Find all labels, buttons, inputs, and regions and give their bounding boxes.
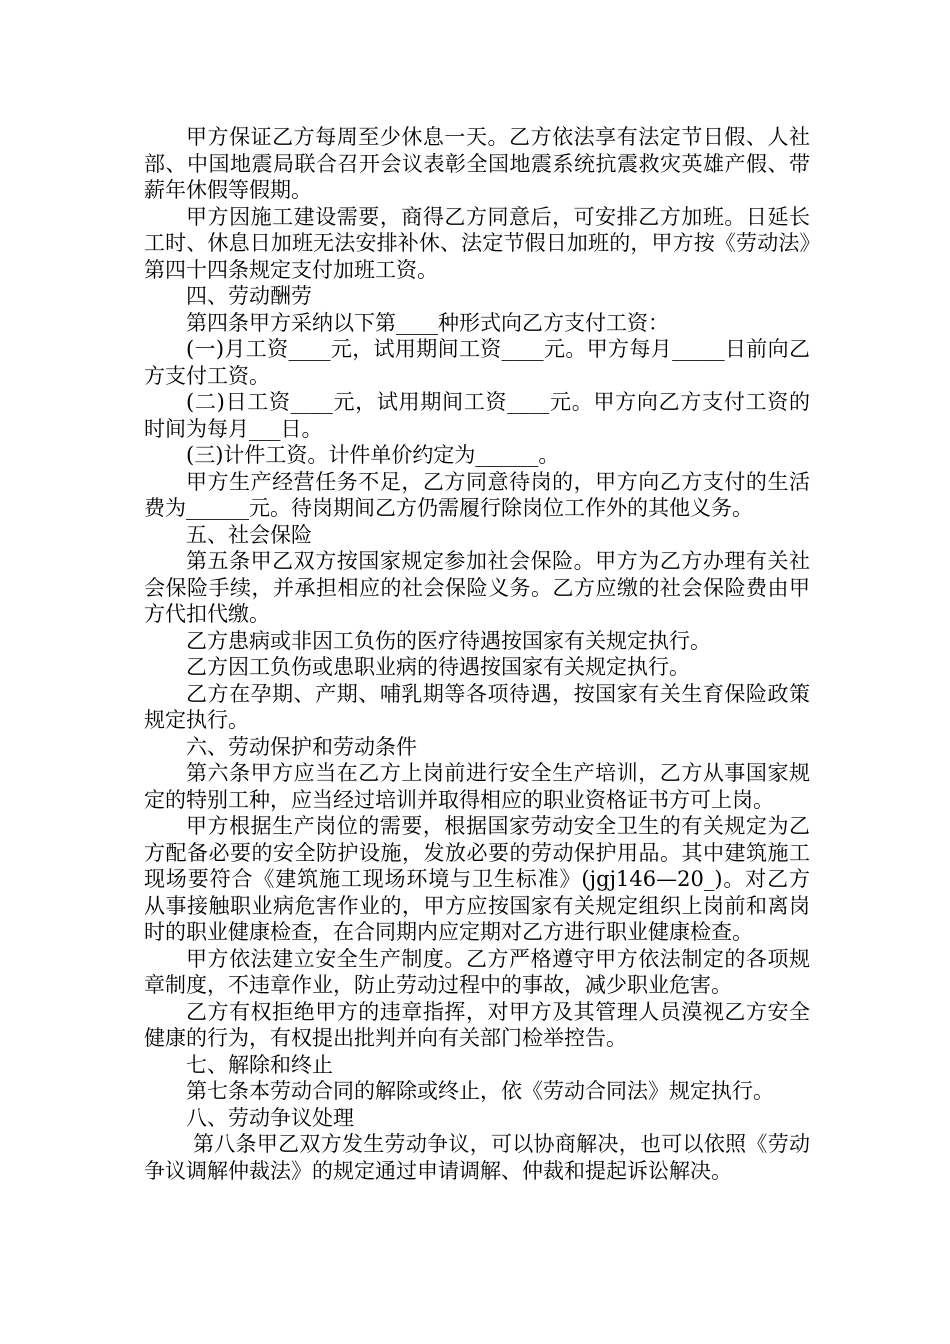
paragraph-monthly-wage: (一)月工资____元，试用期间工资____元。甲方每月_____日前向乙方支付工资。 — [144, 337, 810, 388]
paragraph-work-injury: 乙方因工负伤或患职业病的待遇按国家有关规定执行。 — [186, 655, 690, 679]
paragraph-refuse-orders: 乙方有权拒绝甲方的违章指挥，对甲方及其管理人员漠视乙方安全健康的行为，有权提出批判并向有关部门检举控告。 — [144, 999, 810, 1050]
article-7-paragraph: 第七条本劳动合同的解除或终止，依《劳动合同法》规定执行。 — [186, 1079, 774, 1103]
section-heading-termination: 七、解除和终止 — [186, 1052, 333, 1077]
article-6-paragraph: 第六条甲方应当在乙方上岗前进行安全生产培训，乙方从事国家规定的特别工种，应当经过培训并取得相应的职业资格证书方可上岗。 — [144, 761, 810, 812]
section-heading-remuneration: 四、劳动酬劳 — [186, 284, 312, 308]
paragraph-protective-facilities: 甲方根据生产岗位的需要，根据国家劳动安全卫生的有关规定为乙方配备必要的安全防护设施，发放必要的劳动保护用品。其中建筑施工现场要符合《建筑施工现场环境与卫生标准》(jgj146—20_)。对乙方从事接触职业病危害作业的，甲方应按国家有关规定组织上岗前和离岗时的职业健康检查，在合同期内应定期对乙方进行职业健康检查。 — [144, 814, 810, 944]
section-heading-dispute: 八、劳动争议处理 — [186, 1105, 354, 1130]
section-heading-social-insurance: 五、社会保险 — [186, 522, 312, 547]
document-body — [144, 124, 810, 1184]
paragraph-standby: 甲方生产经营任务不足，乙方同意待岗的，甲方向乙方支付的生活费为______元。待岗期间乙方仍需履行除岗位工作外的其他义务。 — [144, 469, 810, 520]
paragraph-piece-wage: (三)计件工资。计件单价约定为______。 — [186, 443, 560, 467]
paragraph-overtime: 甲方因施工建设需要，商得乙方同意后，可安排乙方加班。日延长工时、休息日加班无法安排补休、法定节假日加班的，甲方按《劳动法》第四十四条规定支付加班工资。 — [144, 204, 810, 282]
paragraph-rest-days: 甲方保证乙方每周至少休息一天。乙方依法享有法定节日假、人社部、中国地震局联合召开会议表彰全国地震系统抗震救灾英雄产假、带薪年休假等假期。 — [144, 125, 810, 202]
article-4-paragraph: 第四条甲方采纳以下第____种形式向乙方支付工资： — [186, 310, 669, 335]
article-5-paragraph: 第五条甲乙双方按国家规定参加社会保险。甲方为乙方办理有关社会保险手续，并承担相应的社会保险义务。乙方应缴的社会保险费由甲方代扣代缴。 — [144, 549, 810, 626]
section-heading-labor-protection: 六、劳动保护和劳动条件 — [186, 734, 417, 759]
paragraph-sickness: 乙方患病或非因工负伤的医疗待遇按国家有关规定执行。 — [186, 628, 711, 653]
article-8-paragraph: 第八条甲乙双方发生劳动争议，可以协商解决，也可以依照《劳动争议调解仲裁法》的规定通过申请调解、仲裁和提起诉讼解决。 — [144, 1132, 810, 1183]
paragraph-daily-wage: (二)日工资____元，试用期间工资____元。甲方向乙方支付工资的时间为每月___日。 — [144, 390, 810, 441]
paragraph-maternity: 乙方在孕期、产期、哺乳期等各项待遇，按国家有关生育保险政策规定执行。 — [144, 681, 810, 732]
paragraph-safety-system: 甲方依法建立安全生产制度。乙方严格遵守甲方依法制定的各项规章制度，不违章作业，防止劳动过程中的事故，减少职业危害。 — [144, 946, 810, 997]
